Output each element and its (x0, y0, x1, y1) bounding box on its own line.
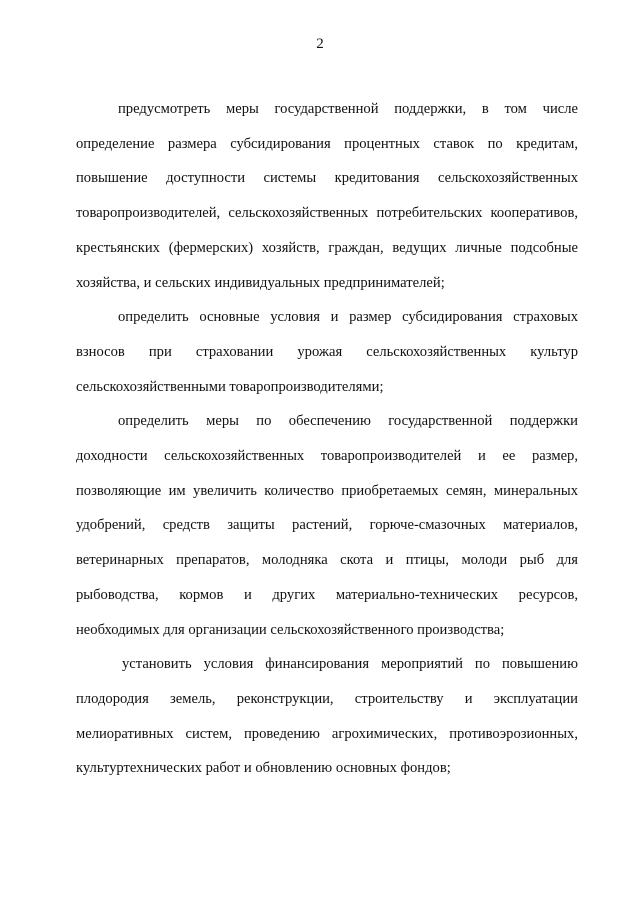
document-body (76, 92, 578, 786)
paragraph-income-support: определить меры по обеспечению государственной поддержки доходности сельскохозяйственных товаропроизводителей и ее размер, позволяющие им увеличить количество приобретаемых семян, минеральных удобрений, средств защиты растений, горюче-смазочных материалов, ветеринарных препаратов, молодняка скота и птицы, молоди рыб для рыбоводства, кормов и других материально-технических ресурсов, необходимых для организации сельскохозяйственного производства; (76, 413, 578, 638)
paragraph-loan-subsidies: предусмотреть меры государственной поддержки, в том числе определение размера субсидирования процентных ставок по кредитам, повышение доступности системы кредитования сельскохозяйственных товаропроизводителей, сельскохозяйственных потребительских кооперативов, крестьянских (фермерских) хозяйств, граждан, ведущих личные подсобные хозяйства, и сельских индивидуальных предпринимателей; (76, 101, 578, 291)
page-number: 2 (316, 36, 324, 52)
paragraph-crop-insurance: определить основные условия и размер субсидирования страховых взносов при страховании урожая сельскохозяйственных культур сельскохозяйственными товаропроизводителями; (76, 309, 578, 395)
paragraph-land-fertility: установить условия финансирования мероприятий по повышению плодородия земель, реконструкции, строительству и эксплуатации мелиоративных систем, проведению агрохимических, противоэрозионных, культуртехнических работ и обновлению основных фондов; (76, 656, 578, 777)
